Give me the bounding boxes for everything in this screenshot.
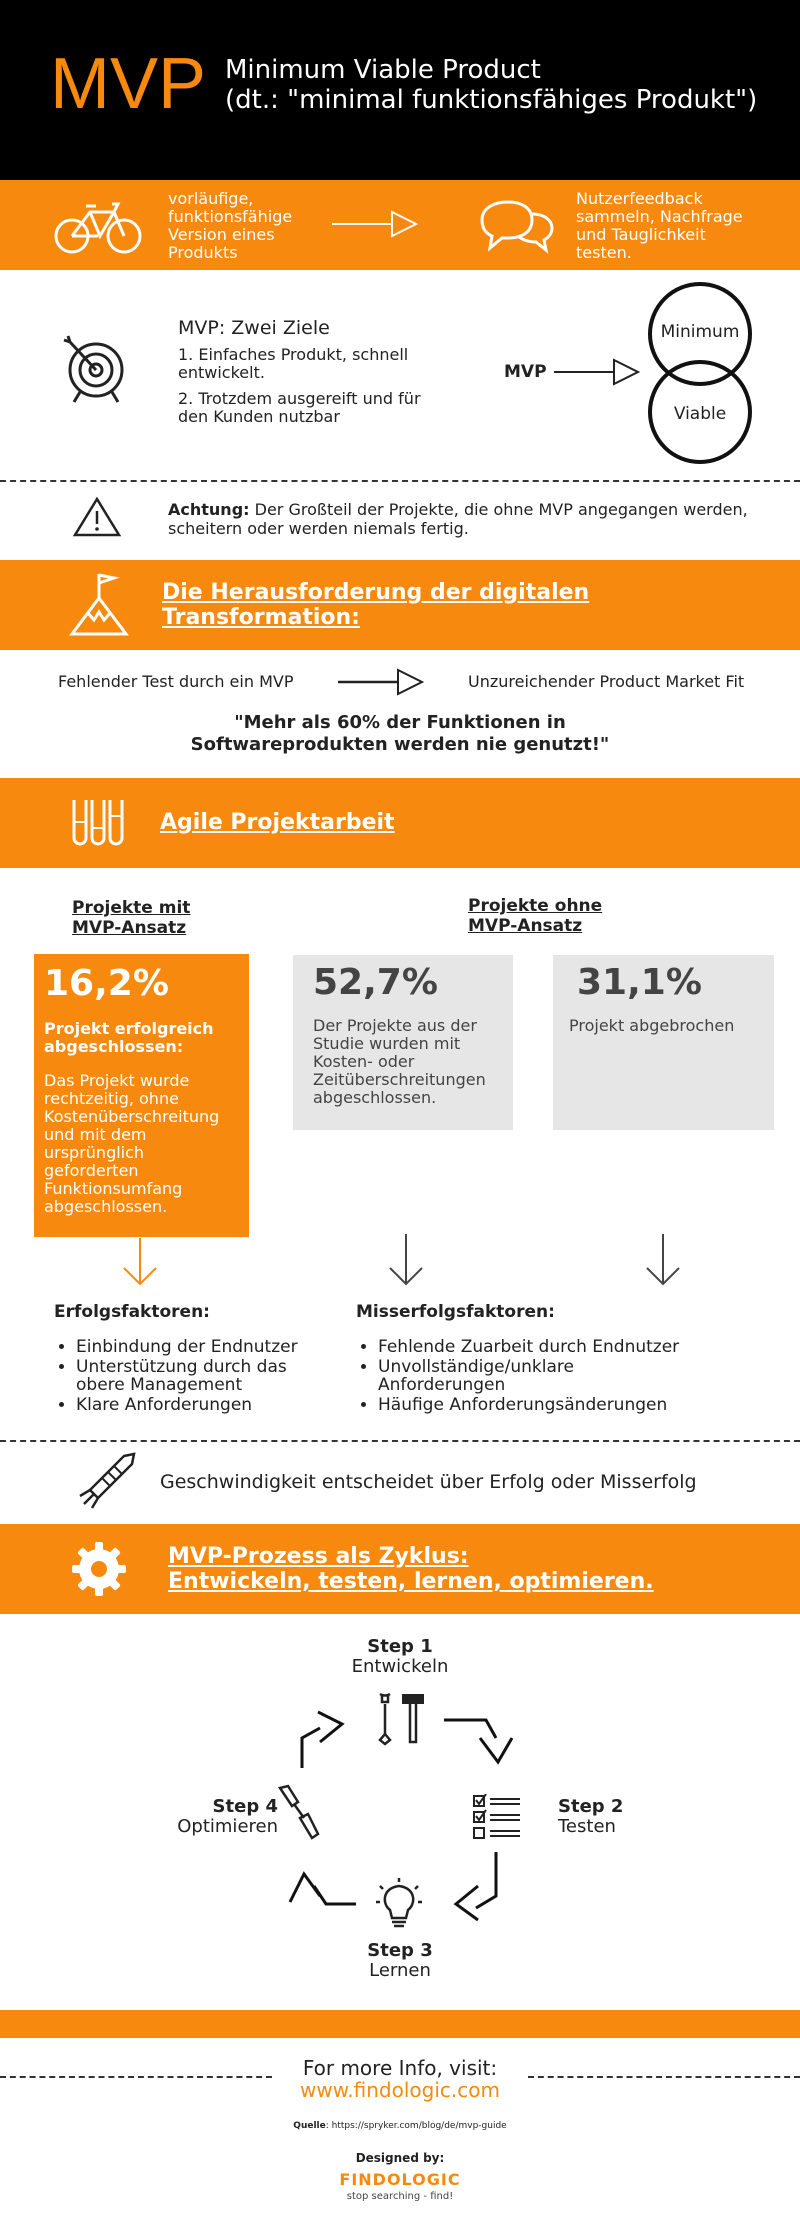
circle-viable-label: Viable bbox=[673, 404, 727, 424]
intro-left-text: vorläufige, funktionsfähige Version eines Produkts bbox=[168, 189, 293, 262]
stat-box-cancelled bbox=[553, 955, 774, 1130]
step2-label: Step 2 bbox=[558, 1796, 624, 1817]
challenge-right-text: Unzureichender Product Market Fit bbox=[468, 672, 745, 691]
stat-box-success bbox=[34, 954, 249, 1237]
stat-value-cancelled: 31,1% bbox=[577, 962, 702, 1003]
step2-text: Testen bbox=[558, 1816, 616, 1837]
agile-band bbox=[0, 778, 800, 868]
challenge-left-text: Fehlender Test durch ein MVP bbox=[58, 672, 294, 691]
cycle-arrow-top-left bbox=[296, 1702, 348, 1772]
cycle-arrow-bottom-left bbox=[286, 1856, 358, 1910]
designed-by-text: Designed by: bbox=[355, 2151, 445, 2165]
challenge-band bbox=[0, 560, 800, 650]
test-tubes-icon bbox=[68, 798, 128, 850]
bicycle-icon bbox=[52, 194, 144, 256]
mvp-label: MVP bbox=[504, 362, 547, 382]
step1-text: Entwickeln bbox=[351, 1656, 449, 1677]
without-mvp-heading-2: MVP-Ansatz bbox=[468, 916, 583, 936]
tools-icon bbox=[372, 1690, 428, 1746]
warning-bold: Achtung: bbox=[168, 500, 250, 519]
cycle-title-1: MVP-Prozess als Zyklus: bbox=[168, 1544, 469, 1569]
warning-text bbox=[168, 500, 778, 538]
stat-value-success: 16,2% bbox=[44, 963, 169, 1004]
target-icon bbox=[62, 334, 132, 404]
screwdriver-icon bbox=[276, 1784, 322, 1840]
arrow-down-icon bbox=[120, 1236, 160, 1288]
cycle-band bbox=[0, 1524, 800, 1614]
warning-icon bbox=[72, 496, 122, 538]
step1-label: Step 1 bbox=[367, 1636, 433, 1657]
challenge-quote-2: Softwareprodukten werden nie genutzt!" bbox=[190, 734, 610, 755]
cycle-arrow-bottom-right bbox=[452, 1850, 508, 1924]
list-item: • Einbindung der Endnutzer bbox=[76, 1338, 304, 1356]
success-factors-list bbox=[54, 1338, 304, 1416]
list-item: • Unvollständige/unklare Anforderungen bbox=[378, 1358, 696, 1394]
failure-factors-title: Misserfolgsfaktoren: bbox=[356, 1302, 555, 1322]
stat-value-overrun: 52,7% bbox=[313, 962, 438, 1003]
chat-bubbles-icon bbox=[476, 196, 556, 256]
agile-title: Agile Projektarbeit bbox=[160, 810, 395, 835]
step4-text: Optimieren bbox=[177, 1816, 278, 1837]
success-factors-title: Erfolgsfaktoren: bbox=[54, 1302, 210, 1322]
goals-item-2: 2. Trotzdem ausgereift und für den Kunden nutzbar bbox=[178, 389, 421, 426]
arrow-down-icon bbox=[386, 1232, 426, 1288]
mountain-flag-icon bbox=[68, 570, 130, 638]
intro-band bbox=[0, 180, 800, 270]
with-mvp-heading-1: Projekte mit bbox=[72, 898, 191, 918]
goals-item-1: 1. Einfaches Produkt, schnell entwickelt. bbox=[178, 345, 409, 382]
stat-box-overrun bbox=[293, 955, 513, 1130]
speed-text: Geschwindigkeit entscheidet über Erfolg oder Misserfolg bbox=[160, 1471, 697, 1493]
goals-title: MVP: Zwei Ziele bbox=[178, 317, 330, 339]
gear-icon bbox=[70, 1540, 128, 1598]
stat-subtitle-success: Projekt erfolgreich abgeschlossen: bbox=[44, 1019, 214, 1056]
logo-text: MVP bbox=[50, 44, 207, 124]
list-item: • Klare Anforderungen bbox=[76, 1396, 304, 1414]
stat-text-success: Das Projekt wurde rechtzeitig, ohne Kostenüberschreitung und mit dem ursprünglich geforderten Funktionsumfang abgeschlossen. bbox=[44, 1071, 220, 1216]
arrow-down-icon bbox=[643, 1232, 683, 1288]
without-mvp-heading-1: Projekte ohne bbox=[468, 896, 603, 916]
rocket-icon bbox=[76, 1450, 138, 1512]
header-title-2: (dt.: "minimal funktionsfähiges Produkt") bbox=[225, 85, 758, 115]
intro-right-text: Nutzerfeedback sammeln, Nachfrage und Tauglichkeit testen. bbox=[576, 189, 743, 262]
header bbox=[0, 0, 800, 180]
cycle-title-2: Entwickeln, testen, lernen, optimieren. bbox=[168, 1569, 654, 1594]
footer-bar bbox=[0, 2010, 800, 2038]
checklist-icon bbox=[472, 1794, 522, 1840]
list-item: • Häufige Anforderungsänderungen bbox=[378, 1396, 696, 1414]
challenge-title-1: Die Herausforderung der digitalen bbox=[162, 580, 590, 605]
header-title-1: Minimum Viable Product bbox=[225, 55, 541, 85]
arrow-right-icon bbox=[330, 208, 420, 240]
divider bbox=[0, 1440, 800, 1442]
website-link[interactable]: www.findologic.com bbox=[300, 2078, 500, 2102]
stat-text-overrun: Der Projekte aus der Studie wurden mit Kosten- oder Zeitüberschreitungen abgeschlossen. bbox=[313, 1016, 486, 1107]
divider-right bbox=[528, 2076, 800, 2078]
source-text bbox=[0, 2120, 800, 2132]
step3-label: Step 3 bbox=[367, 1940, 433, 1961]
source-url[interactable]: : https://spryker.com/blog/de/mvp-guide bbox=[325, 2121, 507, 2131]
with-mvp-heading bbox=[72, 898, 190, 938]
list-item: • Unterstützung durch das obere Management bbox=[76, 1358, 304, 1394]
source-label: Quelle bbox=[293, 2121, 326, 2131]
list-item: • Fehlende Zuarbeit durch Endnutzer bbox=[378, 1338, 696, 1356]
circle-minimum-label: Minimum bbox=[660, 322, 740, 342]
step3-text: Lernen bbox=[369, 1960, 431, 1981]
divider bbox=[0, 480, 800, 482]
more-info-text: For more Info, visit: bbox=[302, 2056, 498, 2080]
stat-text-cancelled: Projekt abgebrochen bbox=[569, 1016, 735, 1035]
with-mvp-heading-2: MVP-Ansatz bbox=[72, 918, 187, 938]
brand-logo: FINDOLOGIC bbox=[339, 2170, 461, 2189]
arrow-right-icon bbox=[336, 666, 428, 698]
divider-left bbox=[0, 2076, 272, 2078]
cycle-arrow-top-right bbox=[440, 1712, 516, 1766]
arrow-right-icon bbox=[552, 356, 644, 388]
venn-circles bbox=[640, 280, 760, 470]
challenge-title-2: Transformation: bbox=[162, 605, 360, 630]
brand-tagline: stop searching - find! bbox=[346, 2191, 454, 2202]
without-mvp-heading bbox=[468, 896, 602, 936]
step4-label: Step 4 bbox=[212, 1796, 278, 1817]
warning-body: Der Großteil der Projekte, die ohne MVP angegangen werden, scheitern oder werden niemals fertig. bbox=[168, 500, 748, 538]
challenge-quote-1: "Mehr als 60% der Funktionen in bbox=[234, 712, 566, 733]
failure-factors-list bbox=[356, 1338, 696, 1416]
lightbulb-icon bbox=[374, 1876, 424, 1932]
